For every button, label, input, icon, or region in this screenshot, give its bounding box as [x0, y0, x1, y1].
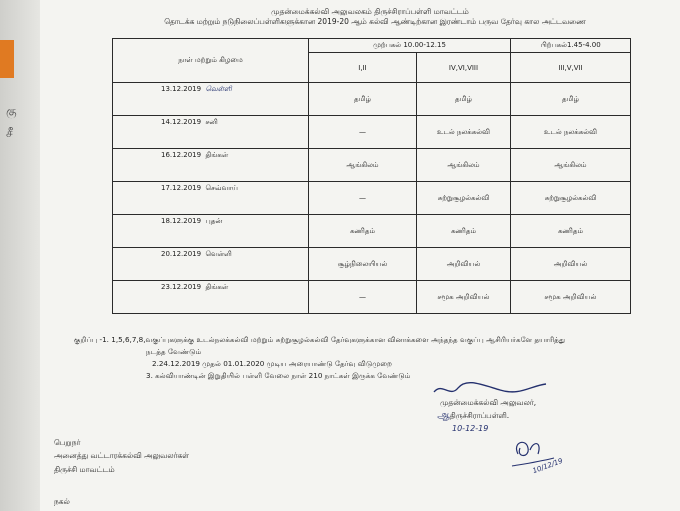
subject-cell: சுற்றுசூழல்கல்வி — [417, 182, 511, 215]
handwritten-date: 10-12-19 — [452, 424, 489, 433]
subject-cell: சுற்றுசூழல்கல்வி — [511, 182, 631, 215]
signature-scribble — [430, 378, 550, 400]
subject-cell: ஆங்கிலம் — [511, 149, 631, 182]
note-3: 3. கல்வியாண்டின் இறுதியில் பள்ளி வேலை நாள் 210 நாட்கள் இருக்க வேண்டும் — [146, 371, 411, 380]
subject-cell: சமூக அறிவியல் — [511, 281, 631, 314]
forenoon-session-header: முற்பகல் 10.00-12.15 — [309, 39, 511, 53]
subject-cell: தமிழ் — [309, 83, 417, 116]
office-title: முதன்மைக்கல்வி அலுவலகம் திருச்சிராப்பள்ளி மாவட்டம் — [271, 7, 469, 16]
edge-handwriting: கு சீ — [6, 104, 17, 140]
date-text: 18.12.2019 — [161, 217, 202, 225]
recipient-line-2: திருச்சி மாவட்டம் — [54, 465, 115, 474]
date-text: 17.12.2019 — [161, 184, 202, 192]
day-column-header: நாள் மற்றும் கிழமை — [113, 39, 309, 83]
weekday-text: சனி — [205, 118, 218, 126]
subject-cell: கணிதம் — [511, 215, 631, 248]
subject-cell: — — [309, 281, 417, 314]
subject-cell: அறிவியல் — [511, 248, 631, 281]
day-cell — [113, 149, 309, 182]
table-row — [113, 248, 631, 281]
class-header: IV,VI,VIII — [417, 53, 511, 83]
class-header: I,II — [309, 53, 417, 83]
note-1-continued: நடத்த வேண்டும் — [146, 347, 202, 356]
document-title: தொடக்க மற்றும் நடுநிலைப்பள்ளிகளுக்கான 2019-20 ஆம் கல்வி ஆண்டிற்கான இரண்டாம் பருவ தேர்வு கால அட்டவணை — [164, 17, 586, 26]
day-cell — [113, 281, 309, 314]
day-cell — [113, 83, 309, 116]
subject-cell: அறிவியல் — [417, 248, 511, 281]
subject-cell: சூழ்நிலையியல் — [309, 248, 417, 281]
weekday-text: புதன் — [205, 217, 223, 225]
table-row — [113, 215, 631, 248]
exam-timetable — [112, 38, 631, 314]
weekday-text: செவ்வாய் — [205, 184, 238, 192]
subject-cell: சமூக அறிவியல் — [417, 281, 511, 314]
table-row — [113, 83, 631, 116]
day-cell — [113, 248, 309, 281]
officer-place: ஆதிருச்சிராப்பள்ளி. — [437, 410, 510, 421]
weekday-text: வெள்ளி — [205, 250, 232, 258]
recipient-label: பெறுநர் — [54, 438, 81, 447]
subject-cell: — — [309, 182, 417, 215]
orange-mark — [0, 40, 14, 78]
subject-cell: ஆங்கிலம் — [417, 149, 511, 182]
subject-cell: உடல் நலக்கல்வி — [511, 116, 631, 149]
date-text: 20.12.2019 — [161, 250, 202, 258]
date-text: 13.12.2019 — [161, 85, 202, 93]
day-cell — [113, 182, 309, 215]
subject-cell: — — [309, 116, 417, 149]
weekday-text: வெள்ளி — [205, 85, 232, 93]
note-2: 2.24.12.2019 முதல் 01.01.2020 முடிய அரையாண்டு தேர்வு விடுமுறை — [152, 359, 393, 368]
date-text: 16.12.2019 — [161, 151, 202, 159]
date-text: 14.12.2019 — [161, 118, 202, 126]
day-cell — [113, 215, 309, 248]
copy-label: நகல் — [54, 497, 70, 506]
date-text: 23.12.2019 — [161, 283, 202, 291]
subject-cell: தமிழ் — [417, 83, 511, 116]
subject-cell: ஆங்கிலம் — [309, 149, 417, 182]
note-1: குறிப்பு -1. 1,5,6,7,8,வகுப்புகளுக்கு உடல்நலக்கல்வி மற்றும் சுற்றுசூழல்கல்வி தேர்வுகளுக்கான வினாக்களை அந்தந்த வகுப்பு ஆசிரியர்களே தயாரித்து — [74, 335, 566, 344]
officer-title: முதன்மைக்கல்வி அலுவலர், — [440, 398, 537, 407]
weekday-text: திங்கள் — [205, 151, 229, 159]
subject-cell: உடல் நலக்கல்வி — [417, 116, 511, 149]
recipient-line-1: அனைத்து வட்டாரக்கல்வி அலுவலர்கள் — [54, 451, 190, 460]
table-row — [113, 182, 631, 215]
afternoon-session-header: பிற்பகல்1.45-4.00 — [511, 39, 631, 53]
table-row — [113, 149, 631, 182]
class-header: III,V,VII — [511, 53, 631, 83]
subject-cell: கணிதம் — [309, 215, 417, 248]
background-edge — [0, 0, 40, 511]
subject-cell: தமிழ் — [511, 83, 631, 116]
subject-cell: கணிதம் — [417, 215, 511, 248]
table-row — [113, 281, 631, 314]
notes-section — [74, 334, 674, 382]
day-cell — [113, 116, 309, 149]
document-sheet — [40, 0, 680, 511]
table-row — [113, 116, 631, 149]
handwritten-date-2: 10/12/19 — [531, 456, 564, 476]
weekday-text: திங்கள் — [205, 283, 229, 291]
